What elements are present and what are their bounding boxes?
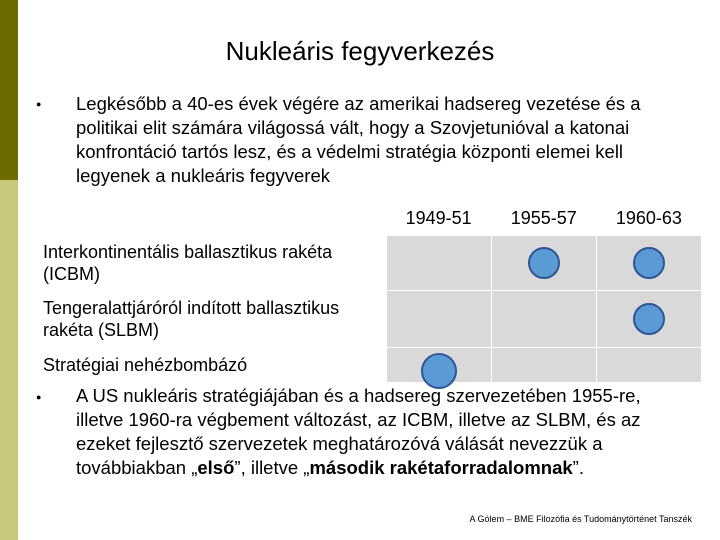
table-cell bbox=[596, 348, 701, 383]
conclusion-text-middle: ”, illetve „ bbox=[234, 457, 310, 478]
bullet-icon: ● bbox=[36, 99, 42, 109]
row-label-bomber: Stratégiai nehézbombázó bbox=[39, 348, 387, 383]
period-header: 1949-51 bbox=[386, 201, 491, 236]
bullet-icon: ● bbox=[36, 392, 42, 402]
table-row-bomber bbox=[39, 348, 702, 383]
paragraph-intro: Legkésőbb a 40-es évek végére az amerikai hadsereg vezetése és a politikai elit számára világossá vált, hogy a Szovjetunióval a katonai konfrontáció tartós lesz, és a védelmi stratégia központi elemei kell legyenek a nukleáris fegyverek bbox=[76, 93, 641, 186]
row-label-icbm: Interkontinentális ballasztikus rakéta (ICBM) bbox=[39, 236, 387, 291]
deployment-marker bbox=[633, 303, 665, 335]
footer-credit: A Gólem – BME Filozófia és Tudománytörténet Tanszék bbox=[469, 514, 692, 524]
table-cell bbox=[386, 291, 491, 348]
paragraph-conclusion bbox=[76, 384, 686, 480]
sidebar-accent-light bbox=[0, 180, 18, 540]
deployment-marker bbox=[528, 247, 560, 279]
missile-revolution-table bbox=[38, 200, 702, 383]
conclusion-text-end: ”. bbox=[572, 457, 584, 478]
period-header: 1955-57 bbox=[491, 201, 596, 236]
table-row-icbm bbox=[39, 236, 702, 291]
period-header: 1960-63 bbox=[596, 201, 701, 236]
slide-title: Nukleáris fegyverkezés bbox=[225, 36, 495, 66]
conclusion-text-start: A US nukleáris stratégiájában és a hadsereg szervezetében 1955-re, illetve 1960-ra végbement változást, az ICBM, illetve az SLBM, és az ezeket fejlesztő szervezetek meghatározóvá válását nevezzük a továbbiakban „ bbox=[76, 385, 641, 478]
sidebar-accent-dark bbox=[0, 0, 18, 180]
table-cell bbox=[491, 348, 596, 383]
table-corner-cell bbox=[39, 201, 387, 236]
table-header-row bbox=[39, 201, 702, 236]
table-cell bbox=[386, 236, 491, 291]
conclusion-first-term: első bbox=[197, 457, 235, 478]
conclusion-second-term: második rakétaforradalomnak bbox=[309, 457, 573, 478]
table-cell bbox=[491, 291, 596, 348]
table-row-slbm bbox=[39, 291, 702, 348]
deployment-marker bbox=[633, 247, 665, 279]
row-label-slbm: Tengeralattjáróról indított ballasztikus rakéta (SLBM) bbox=[39, 291, 387, 348]
